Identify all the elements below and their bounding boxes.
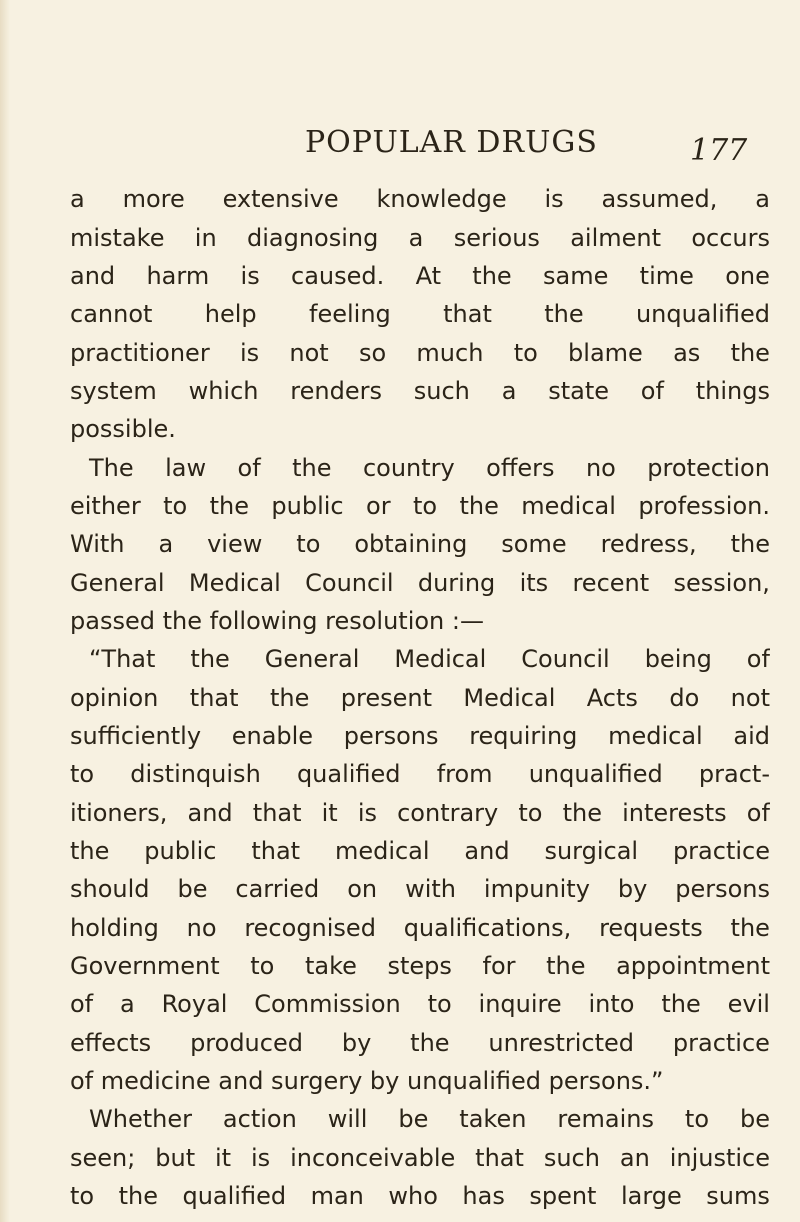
text-line: of a Royal Commission to inquire into the evil bbox=[70, 990, 770, 1019]
text-line: to distinquish qualified from unqualified pract- bbox=[70, 760, 770, 789]
text-line: Whether action will be taken remains to be bbox=[89, 1105, 770, 1134]
text-line: a more extensive knowledge is assumed, a bbox=[70, 185, 770, 214]
text-line: possible. bbox=[70, 415, 176, 444]
text-line: The law of the country offers no protection bbox=[89, 453, 770, 482]
text-line: With a view to obtaining some redress, the bbox=[70, 530, 770, 559]
text-line: General Medical Council during its recent session, bbox=[70, 568, 770, 597]
text-line: seen; but it is inconceivable that such an injustice bbox=[70, 1143, 770, 1172]
text-line: and harm is caused. At the same time one bbox=[70, 261, 770, 290]
text-line: holding no recognised qualifications, requests the bbox=[70, 913, 770, 942]
text-line: sufficiently enable persons requiring medical aid bbox=[70, 721, 770, 750]
body-text bbox=[70, 180, 770, 1215]
text-line: itioners, and that it is contrary to the interests of bbox=[70, 798, 770, 827]
text-line: the public that medical and surgical practice bbox=[70, 837, 770, 866]
text-line: to the qualified man who has spent large sums bbox=[70, 1182, 770, 1211]
text-line: effects produced by the unrestricted practice bbox=[70, 1028, 770, 1057]
text-line: practitioner is not so much to blame as the bbox=[70, 338, 770, 367]
text-line: cannot help feeling that the unqualified bbox=[70, 300, 770, 329]
text-line: system which renders such a state of things bbox=[70, 376, 770, 405]
page-number: 177 bbox=[690, 132, 748, 168]
text-line: either to the public or to the medical profession. bbox=[70, 491, 770, 520]
text-line: “That the General Medical Council being of bbox=[89, 645, 770, 674]
text-line: opinion that the present Medical Acts do not bbox=[70, 683, 770, 712]
text-line: should be carried on with impunity by persons bbox=[70, 875, 770, 904]
text-line: of medicine and surgery by unqualified persons.” bbox=[70, 1067, 664, 1096]
running-head: POPULAR DRUGS bbox=[305, 124, 598, 160]
text-line: passed the following resolution :— bbox=[70, 606, 484, 635]
text-line: mistake in diagnosing a serious ailment occurs bbox=[70, 223, 770, 252]
text-line: Government to take steps for the appointment bbox=[70, 952, 770, 981]
